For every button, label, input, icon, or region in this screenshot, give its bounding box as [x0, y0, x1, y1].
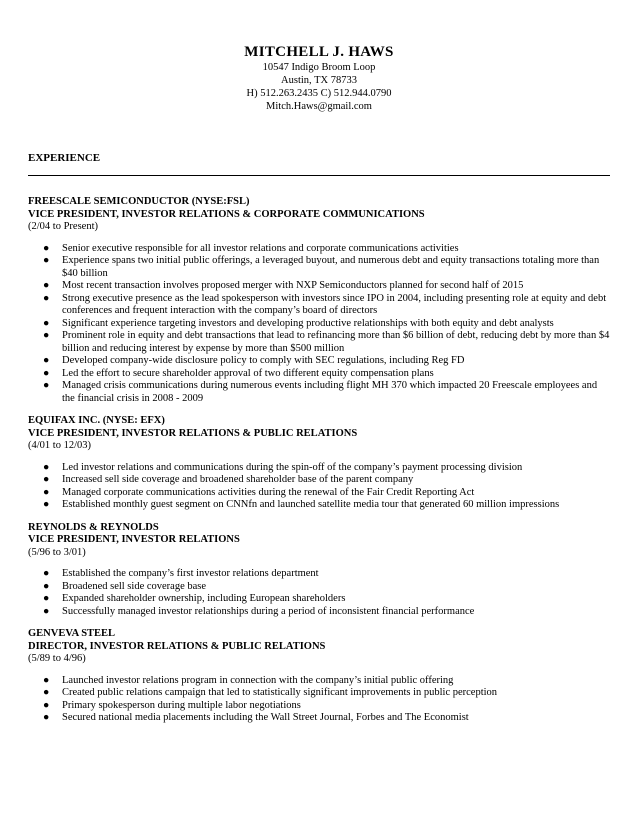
job-entry	[28, 628, 610, 725]
list-item	[28, 243, 610, 256]
resume-header	[0, 44, 638, 113]
list-item	[28, 368, 610, 381]
job-dates: (4/01 to 12/03)	[28, 440, 91, 451]
list-item	[28, 712, 610, 725]
list-item	[28, 280, 610, 293]
list-item	[28, 687, 610, 700]
bullet-text: Managed corporate communications activities during the renewal of the Fair Credit Reporting Act	[62, 486, 475, 498]
bullet-list	[28, 243, 610, 406]
company-name: EQUIFAX INC. (NYSE: EFX)	[28, 415, 165, 426]
bullet-text: Successfully managed investor relationships during a period of inconsistent financial performance	[62, 605, 475, 617]
list-item	[28, 355, 610, 368]
list-item	[28, 293, 610, 318]
job-title: DIRECTOR, INVESTOR RELATIONS & PUBLIC RELATIONS	[28, 640, 326, 652]
bullet-text: Established monthly guest segment on CNNfn and launched satellite media tour that generated 60 million impressions	[62, 499, 560, 510]
bullet-list	[28, 568, 610, 618]
list-item	[28, 593, 610, 606]
list-item	[28, 675, 610, 688]
list-item	[28, 700, 610, 713]
section-title-experience: EXPERIENCE	[28, 152, 101, 164]
list-item	[28, 606, 610, 619]
list-item	[28, 255, 610, 280]
company-name: GENVEVA STEEL	[28, 628, 116, 639]
bullet-icon: ●	[43, 699, 50, 711]
list-item	[28, 474, 610, 487]
bullet-text: Expanded shareholder ownership, including European shareholders	[62, 593, 346, 604]
bullet-text: Secured national media placements including the Wall Street Journal, Forbes and The Economist	[62, 712, 469, 723]
job-entry	[28, 196, 610, 405]
bullet-icon: ●	[43, 474, 50, 485]
bullet-text: Significant experience targeting investors and developing productive relationships with both equity and debt analysts	[62, 317, 554, 329]
section-divider	[28, 175, 610, 176]
job-title: VICE PRESIDENT, INVESTOR RELATIONS & PUBLIC RELATIONS	[28, 427, 358, 439]
bullet-text: Strong executive presence as the lead spokesperson with investors since IPO in 2004, including presenting role at equity and debt conferences and frequent interaction with the company’s board of directors	[62, 292, 607, 316]
bullet-icon: ●	[43, 242, 50, 254]
list-item	[28, 462, 610, 475]
bullet-icon: ●	[43, 317, 50, 329]
job-entry	[28, 415, 610, 512]
bullet-text: Led the effort to secure shareholder approval of two different equity compensation plans	[62, 367, 434, 379]
job-dates: (5/96 to 3/01)	[28, 546, 86, 558]
bullet-icon: ●	[43, 461, 50, 473]
bullet-text: Developed company-wide disclosure policy to comply with SEC regulations, including Reg FD	[62, 355, 465, 366]
company-name: FREESCALE SEMICONDUCTOR (NYSE:FSL)	[28, 196, 250, 207]
bullet-icon: ●	[43, 580, 50, 592]
bullet-text: Broadened sell side coverage base	[62, 580, 207, 592]
job-dates: (5/89 to 4/96)	[28, 653, 86, 664]
bullet-icon: ●	[43, 255, 50, 266]
job-entry	[28, 522, 610, 619]
bullet-icon: ●	[43, 499, 50, 510]
bullet-icon: ●	[43, 605, 50, 617]
bullet-icon: ●	[43, 712, 50, 723]
job-title: VICE PRESIDENT, INVESTOR RELATIONS & CORPORATE COMMUNICATIONS	[28, 208, 425, 220]
bullet-list	[28, 462, 610, 512]
bullet-text: Prominent role in equity and debt transactions that lead to refinancing more than $6 billion of debt, reducing debt by more than $4 billion and reducing interest by expense by more than $500 million	[62, 330, 610, 354]
email-address: Mitch.Haws@gmail.com	[266, 101, 372, 112]
bullet-icon: ●	[43, 280, 50, 291]
bullet-icon: ●	[43, 355, 50, 366]
company-name: REYNOLDS & REYNOLDS	[28, 521, 159, 533]
bullet-icon: ●	[43, 674, 50, 686]
address-line-1: 10547 Indigo Broom Loop	[262, 62, 376, 73]
bullet-text: Created public relations campaign that led to statistically significant improvements in public perception	[62, 687, 498, 698]
bullet-icon: ●	[43, 380, 50, 391]
bullet-icon: ●	[43, 687, 50, 698]
bullet-icon: ●	[43, 486, 50, 498]
list-item	[28, 380, 610, 405]
bullet-text: Experience spans two initial public offerings, a leveraged buyout, and numerous debt and equity transactions totaling more than $40 billion	[62, 255, 600, 279]
bullet-text: Launched investor relations program in connection with the company’s initial public offering	[62, 674, 454, 686]
list-item	[28, 568, 610, 581]
list-item	[28, 499, 610, 512]
bullet-text: Primary spokesperson during multiple labor negotiations	[62, 699, 301, 711]
address-line-2: Austin, TX 78733	[281, 75, 357, 86]
list-item	[28, 581, 610, 594]
bullet-text: Most recent transaction involves proposed merger with NXP Semiconductors planned for second half of 2015	[62, 280, 524, 291]
list-item	[28, 330, 610, 355]
bullet-text: Senior executive responsible for all investor relations and corporate communications activities	[62, 242, 459, 254]
bullet-list	[28, 675, 610, 725]
bullet-text: Led investor relations and communications during the spin-off of the company’s payment processing division	[62, 461, 523, 473]
phone-numbers: H) 512.263.2435 C) 512.944.0790	[246, 88, 392, 99]
experience-list	[28, 196, 610, 735]
candidate-name: MITCHELL J. HAWS	[244, 44, 394, 60]
bullet-text: Increased sell side coverage and broadened shareholder base of the parent company	[62, 474, 414, 485]
list-item	[28, 318, 610, 331]
list-item	[28, 487, 610, 500]
bullet-icon: ●	[43, 367, 50, 379]
job-title: VICE PRESIDENT, INVESTOR RELATIONS	[28, 534, 240, 545]
bullet-icon: ●	[43, 292, 50, 304]
bullet-text: Established the company’s first investor relations department	[62, 568, 319, 579]
job-dates: (2/04 to Present)	[28, 221, 98, 232]
bullet-icon: ●	[43, 330, 50, 341]
bullet-icon: ●	[43, 593, 50, 604]
bullet-icon: ●	[43, 568, 50, 579]
bullet-text: Managed crisis communications during numerous events including flight MH 370 which impacted 20 Freescale employees and the financial crisis in 2008 - 2009	[62, 380, 598, 404]
